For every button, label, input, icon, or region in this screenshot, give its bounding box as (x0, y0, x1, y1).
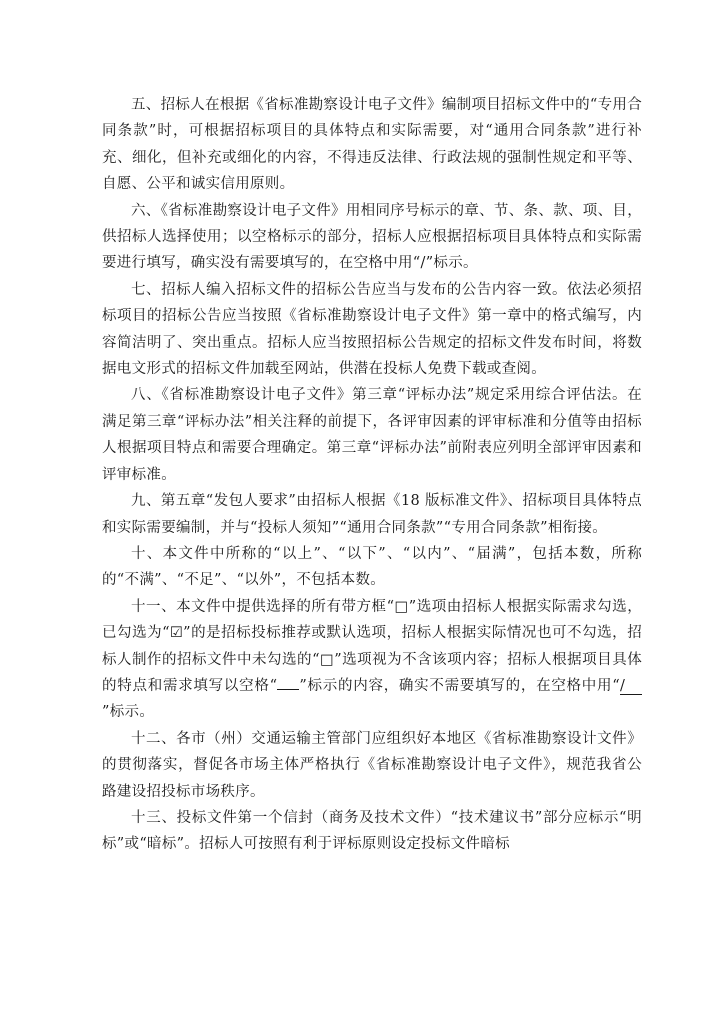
paragraph-8 (102, 382, 642, 488)
document-body (102, 92, 642, 858)
paragraph-11 (102, 594, 642, 726)
paragraph-7 (102, 277, 642, 383)
paragraph-text: ”标示的内容，确实不需要填写的，在空格中用“ (299, 677, 620, 694)
paragraph-6 (102, 198, 642, 277)
paragraph-12 (102, 726, 642, 805)
paragraph-text: 十三、投标文件第一个信封（商务及技术文件）“技术建议书”部分应标示“明标”或“暗标”。招标人可按照有利于评标原则设定投标文件暗标 (102, 809, 642, 853)
paragraph-9 (102, 488, 642, 541)
paragraph-text: 六、《省标准勘察设计电子文件》用相同序号标示的章、节、条、款、项、目，供招标人选择使用；以空格标示的部分，招标人应根据招标项目具体特点和实际需要进行填写，确实没有需要填写的，在空格中用“/”标示。 (102, 202, 642, 272)
paragraph-text: 九、第五章“发包人要求”由招标人根据《18 版标准文件》、招标项目具体特点和实际需要编制，并与“投标人须知”“通用合同条款”“专用合同条款”相衔接。 (102, 493, 642, 536)
paragraph-10 (102, 541, 642, 594)
paragraph-text: 十二、各市（州）交通运输主管部门应组织好本地区《省标准勘察设计文件》的贯彻落实，督促各市场主体严格执行《省标准勘察设计电子文件》，规范我省公路建设招投标市场秩序。 (102, 730, 642, 800)
fill-in-blank: / (620, 678, 642, 695)
fill-in-blank (277, 689, 299, 690)
paragraph-text: 七、招标人编入招标文件的招标公告应当与发布的公告内容一致。依法必须招标项目的招标公告应当按照《省标准勘察设计电子文件》第一章中的格式编写，内容简洁明了、突出重点。招标人应当按照招标公告规定的招标文件发布时间，将数据电文形式的招标文件加载至网站，供潜在投标人免费下载或查阅。 (102, 281, 642, 378)
paragraph-text: 五、招标人在根据《省标准勘察设计电子文件》编制项目招标文件中的“专用合同条款”时，可根据招标项目的具体特点和实际需要，对“通用合同条款”进行补充、细化，但补充或细化的内容，不得违反法律、行政法规的强制性规定和平等、自愿、公平和诚实信用原则。 (102, 97, 642, 193)
paragraph-text: ”标示。 (102, 704, 155, 721)
paragraph-text: 八、《省标准勘察设计电子文件》第三章“评标办法”规定采用综合评估法。在满足第三章“评标办法”相关注释的前提下，各评审因素的评审标准和分值等由招标人根据项目特点和需要合理确定。第三章“评标办法”前附表应列明全部评审因素和评审标准。 (102, 387, 642, 483)
paragraph-5 (102, 92, 642, 198)
paragraph-13 (102, 805, 642, 858)
paragraph-text: 十、本文件中所称的“以上”、“以下”、“以内”、“届满”，包括本数，所称的“不满”、“不足”、“以外”，不包括本数。 (102, 545, 642, 589)
paragraph-text: 十一、本文件中提供选择的所有带方框“□”选项由招标人根据实际需求勾选，已勾选为“☑”的是招标投标推荐或默认选项，招标人根据实际情况也可不勾选，招标人制作的招标文件中未勾选的“□”选项视为不含该项内容；招标人根据项目具体的特点和需求填写以空格“ (102, 598, 642, 694)
